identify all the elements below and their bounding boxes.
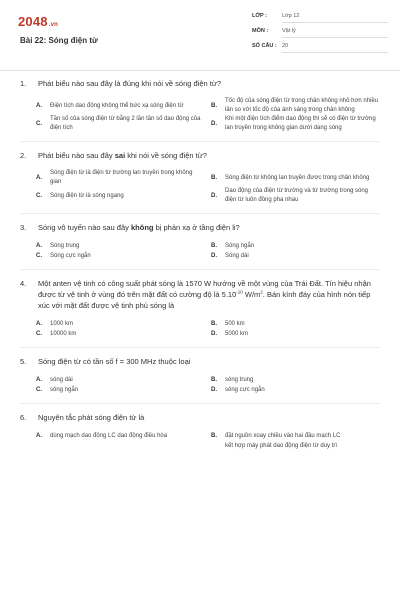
question-number: 3. [20, 223, 27, 232]
options [36, 431, 380, 451]
option-b[interactable]: B. Sóng ngắn [211, 242, 255, 249]
option-d[interactable]: D. Dao động của điện từ trường và từ trường trong sóng điện từ luôn đồng pha nhau [211, 188, 369, 203]
question-divider [20, 403, 380, 404]
option-b[interactable]: B. sóng trung [211, 376, 254, 383]
question-text: Sóng vô tuyến nào sau đây không bị phản xạ ở tầng điện li? [38, 223, 240, 232]
option-b[interactable]: B. Tốc độ của sóng điện từ trong chân không nhỏ hơn nhiều lần so với tốc độ của ánh sáng trong chân không [211, 98, 379, 113]
question-1 [0, 78, 400, 142]
question-number: 1. [20, 79, 27, 88]
question-4 [0, 278, 400, 348]
options [36, 169, 380, 205]
question-3 [0, 222, 400, 270]
question-6 [0, 412, 400, 451]
question-divider [20, 141, 380, 142]
options [36, 375, 380, 395]
option-c[interactable]: C. sóng ngắn [36, 386, 79, 393]
question-text: Phát biểu nào sau đây sai khi nói về sóng điện từ? [38, 151, 207, 160]
option-d[interactable]: D. Khi một điện tích điểm dao động thì sẽ có điện từ trường lan truyền trong không gian dưới dạng sóng [211, 116, 376, 131]
option-a[interactable]: A. Sóng trung [36, 242, 80, 249]
question-number: 4. [20, 279, 27, 288]
meta-key: LỚP : [252, 13, 267, 19]
meta-row-class [252, 13, 388, 28]
question-text: Một anten vệ tinh có công suất phát sóng là 1570 W hướng về một vùng của Trái Đất. Tín hiệu nhận được từ vệ tinh ở vùng đó trên mặt đất có cường độ là $5.10^{-10}$ $W/m^2$. Bán kính đáy của hình nón tiếp xúc với mặt đất được vệ tinh phủ sóng là [38, 279, 371, 310]
option-c[interactable]: C. 10000 km [36, 330, 77, 337]
option-b[interactable]: B. đặt nguồn xoay chiều vào hai đầu mạch LC [211, 432, 341, 439]
meta-info [252, 13, 388, 58]
option-a[interactable]: A. dùng mạch dao động LC dao động điều hòa [36, 432, 168, 439]
option-c[interactable]: C. Sóng điện từ là sóng ngang [36, 192, 124, 199]
option-c[interactable] [36, 441, 205, 451]
option-d[interactable]: D. 5000 km [211, 330, 249, 337]
site-logo[interactable] [18, 14, 58, 29]
meta-value: 20 [282, 43, 388, 53]
question-list [0, 78, 400, 451]
meta-value: Lớp 12 [282, 13, 388, 23]
options [36, 97, 380, 133]
header-divider [0, 70, 400, 71]
option-c[interactable]: C. Sóng cực ngắn [36, 252, 91, 259]
option-d[interactable]: D. Sóng dài [211, 252, 249, 259]
option-a[interactable]: A. 1000 km [36, 320, 74, 327]
meta-key: MÔN : [252, 28, 269, 34]
lesson-title: Bài 22: Sóng điện từ [20, 36, 98, 45]
question-divider [20, 269, 380, 270]
meta-value: Vật lý [282, 28, 388, 38]
option-d[interactable]: kết hợp máy phát dao động điện từ duy trì [225, 442, 338, 449]
question-text: Nguyên tắc phát sóng điện từ là [38, 413, 145, 422]
question-number: 2. [20, 151, 27, 160]
meta-row-subject [252, 28, 388, 43]
header [0, 0, 400, 70]
question-divider [20, 213, 380, 214]
meta-row-count [252, 43, 388, 58]
option-b[interactable]: B. 500 km [211, 320, 245, 327]
options [36, 319, 380, 339]
logo-main: 2048 [18, 14, 48, 29]
question-5 [0, 356, 400, 404]
option-a[interactable]: A. Sóng điện từ là điện từ trường lan truyền trong không gian [36, 170, 193, 185]
logo-tld: .vn [48, 22, 59, 28]
question-text: Phát biểu nào sau đây là đúng khi nói về sóng điện từ? [38, 79, 222, 88]
question-number: 6. [20, 413, 27, 422]
meta-key: SỐ CÂU : [252, 43, 277, 49]
options [36, 241, 380, 261]
option-b[interactable]: B. Sóng điện từ không lan truyền được trong chân không [211, 174, 370, 181]
question-number: 5. [20, 357, 27, 366]
question-text: Sóng điện từ có tần số f = 300 MHz thuộc loại [38, 357, 191, 366]
question-2 [0, 150, 400, 214]
option-d[interactable]: D. sóng cực ngắn [211, 386, 265, 393]
option-a[interactable]: A. Điện tích dao động không thể bức xạ sóng điện từ [36, 102, 184, 109]
option-c[interactable]: C. Tần số của sóng điện từ bằng 2 lần tần số dao động của điện tích [36, 116, 201, 131]
question-divider [20, 347, 380, 348]
option-a[interactable]: A. sóng dài [36, 376, 73, 383]
